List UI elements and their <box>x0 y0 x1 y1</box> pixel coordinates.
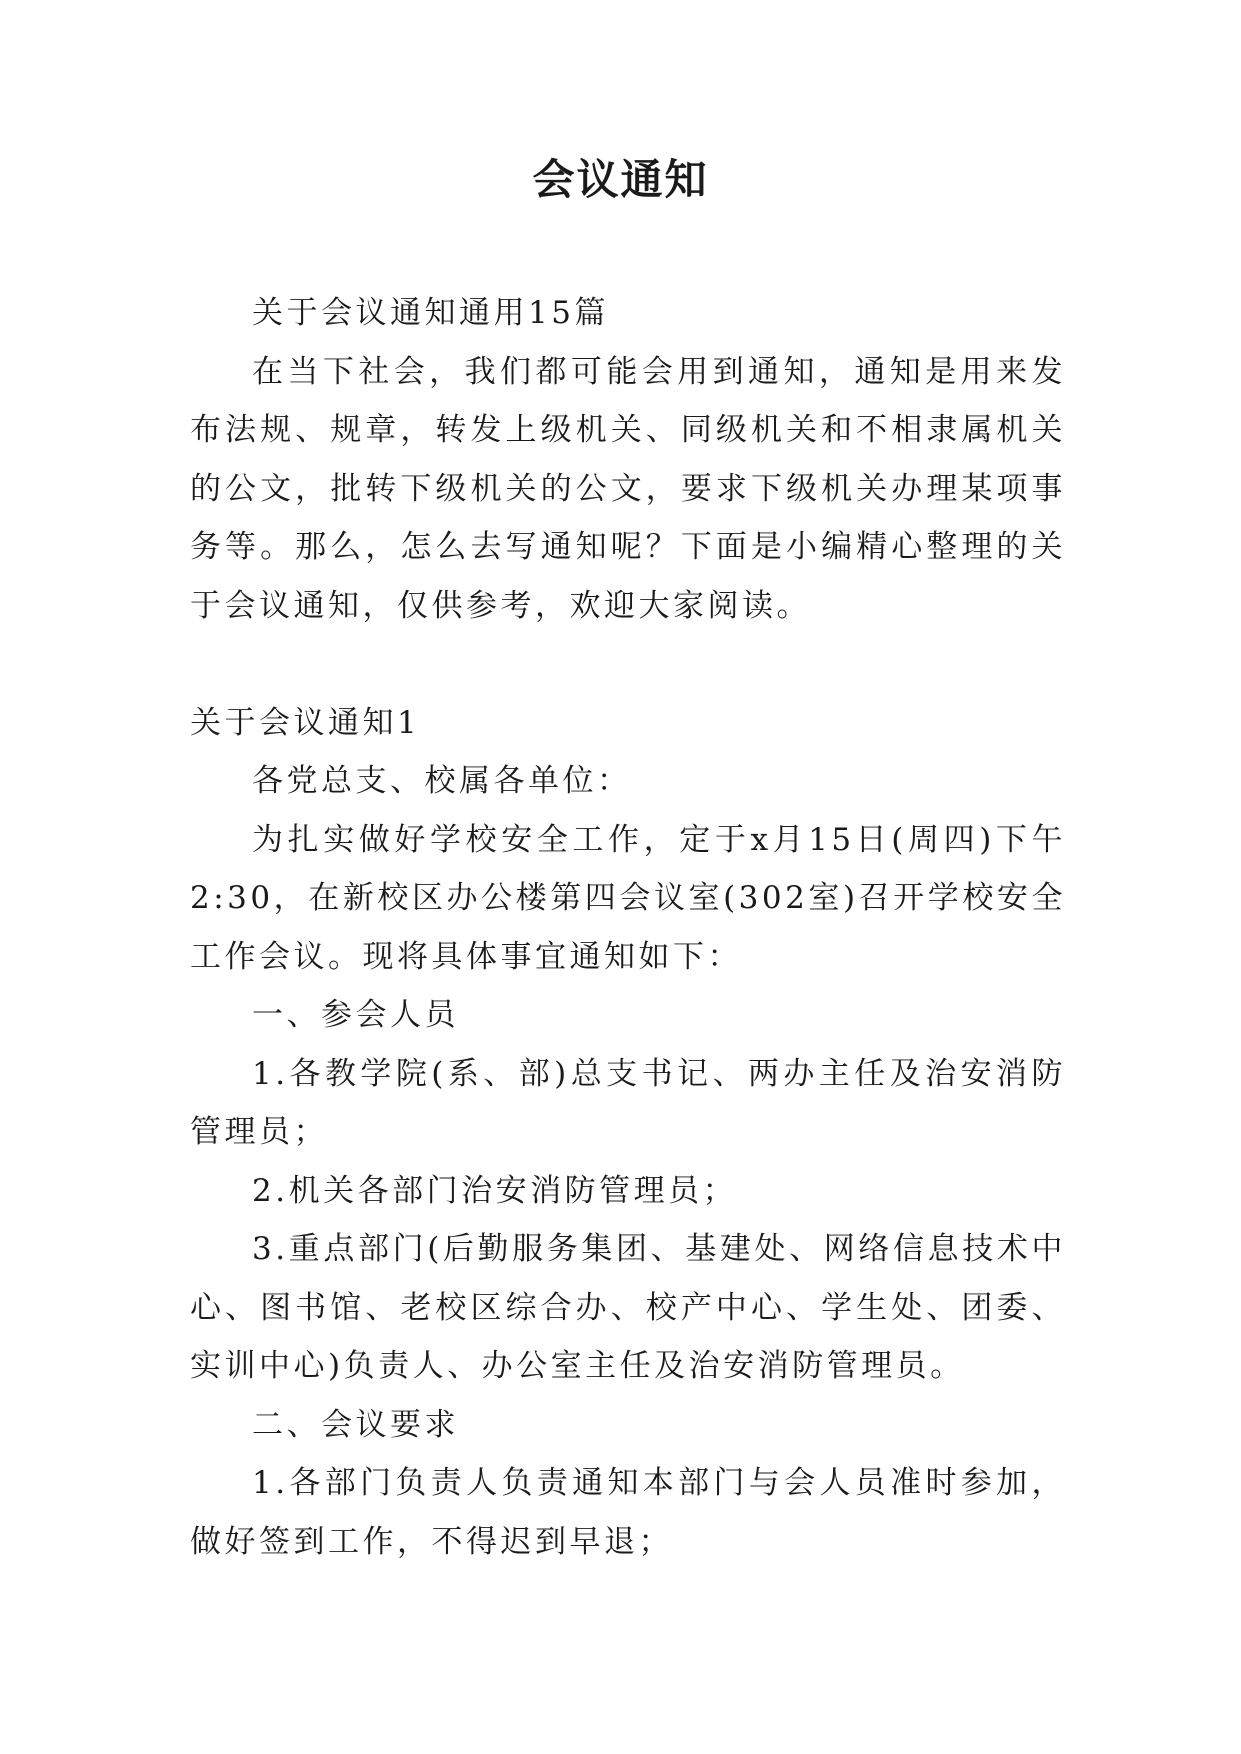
list-item: 3.重点部门(后勤服务集团、基建处、网络信息技术中心、图书馆、老校区综合办、校产中心、学生处、团委、实训中心)负责人、办公室主任及治安消防管理员。 <box>190 1231 1066 1384</box>
subheading-attendees: 一、参会人员 <box>252 997 459 1033</box>
section-heading: 关于会议通知1 <box>190 704 421 741</box>
list-item: 1.各教学院(系、部)总支书记、两办主任及治安消防管理员； <box>190 1055 1066 1150</box>
document-body <box>190 284 1066 1571</box>
document-title: 会议通知 <box>532 155 709 204</box>
section-gap <box>190 635 1066 694</box>
list-item: 2.机关各部门治安消防管理员； <box>252 1172 738 1209</box>
salutation: 各党总支、校属各单位： <box>252 763 632 799</box>
list-item: 1.各部门负责人负责通知本部门与会人员准时参加，做好签到工作，不得迟到早退； <box>190 1465 1066 1560</box>
intro-paragraph: 在当下社会，我们都可能会用到通知，通知是用来发布法规、规章，转发上级机关、同级机关和不相隶属机关的公文，批转下级机关的公文，要求下级机关办理某项事务等。那么，怎么去写通知呢？下面是小编精心整理的关于会议通知，仅供参考，欢迎大家阅读。 <box>190 353 1066 624</box>
notice-paragraph: 为扎实做好学校安全工作，定于x月15日(周四)下午2:30，在新校区办公楼第四会议室(302室)召开学校安全工作会议。现将具体事宜通知如下： <box>190 821 1066 975</box>
subheading-requirements: 二、会议要求 <box>252 1406 459 1443</box>
collection-heading: 关于会议通知通用15篇 <box>252 295 609 331</box>
